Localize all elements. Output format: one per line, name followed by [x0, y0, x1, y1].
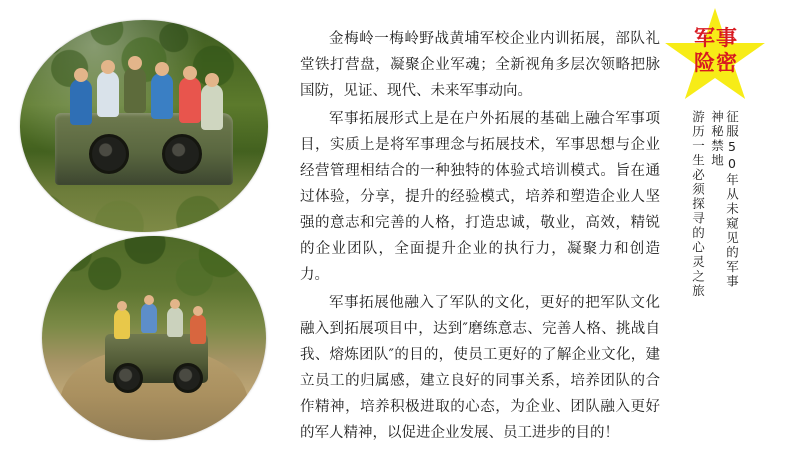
person-figure	[167, 307, 183, 337]
person-figure	[151, 73, 173, 119]
wheel-icon	[173, 363, 203, 393]
person-figure	[70, 79, 92, 125]
article-body	[300, 26, 660, 448]
paragraph-2: 军事拓展形式上是在户外拓展的基础上融合军事项目，实质上是将军事理念与拓展技术，军事思想与企业经营管理相结合的一种独特的体验式培训模式。旨在通过体验，分享，提升的经验模式，培养和塑造企业人坚强的意志和完善的人格，打造忠诚，敬业，高效，精锐的企业团队，全面提升企业的执行力，凝聚力和创造力。	[300, 111, 660, 283]
wheel-icon	[162, 134, 202, 174]
wheel-icon	[113, 363, 143, 393]
wheel-icon	[89, 134, 129, 174]
badge-block	[655, 8, 775, 308]
person-figure	[141, 303, 157, 333]
person-figure	[97, 71, 119, 117]
person-figure	[190, 314, 206, 344]
person-figure	[124, 67, 146, 113]
badge-subtitle-right: 征服50年从未窥见的军事神秘禁地	[709, 110, 740, 289]
paragraph-1: 金梅岭一梅岭野战黄埔军校企业内训拓展，部队礼堂铁打营盘，凝聚企业军魂；全新视角多层次领略把脉国防，见证、现代、未来军事动向。	[300, 31, 660, 99]
photo-jeep-team	[20, 20, 268, 232]
person-figure	[114, 309, 130, 339]
person-figure	[201, 84, 223, 130]
badge-subtitle	[655, 110, 775, 300]
photo-offroad-trail	[42, 236, 266, 440]
photo-column	[14, 14, 274, 444]
person-figure	[179, 77, 201, 123]
badge-title: 军事险密	[694, 26, 738, 75]
paragraph-3: 军事拓展他融入了军队的文化，更好的把军队文化融入到拓展项目中，达到″磨练意志、完善人格、挑战自我、熔炼团队″的目的，使员工更好的了解企业文化，建立员工的归属感，建立良好的同事关系，培养团队的合作精神，培养积极进取的心态，为企业、团队融入更好的军人精神，以促进企业发展、员工进步的目的！	[300, 295, 660, 441]
badge-subtitle-left: 游历一生必须探寻的心灵之旅	[690, 110, 706, 299]
